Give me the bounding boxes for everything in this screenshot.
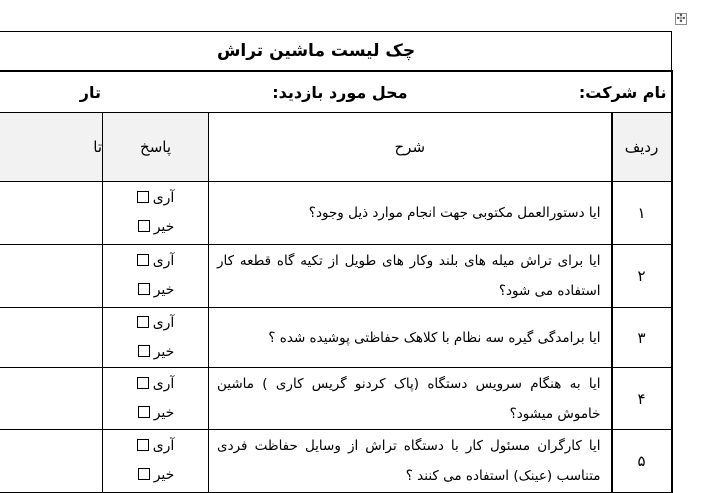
no-checkbox[interactable] [138, 468, 150, 480]
answer-cell [103, 368, 209, 430]
company-name-label: نام شرکت: [578, 82, 667, 102]
row-description: ایا دستورالعمل مکتوبی جهت انجام موارد ذیل وجود؟ [209, 182, 612, 245]
yes-checkbox[interactable] [137, 191, 149, 203]
date-cell[interactable] [0, 368, 103, 430]
no-option[interactable]: خیر [137, 213, 175, 242]
row-description: ایا برامدگی گیره سه نظام با کلاهک حفاظتی پوشیده شده ؟ [209, 308, 612, 368]
row-number: ۴ [612, 368, 672, 430]
no-checkbox[interactable] [138, 220, 150, 232]
table-row [0, 245, 672, 308]
no-option[interactable]: خیر [137, 338, 175, 367]
row-description: ایا کارگران مسئول کار با دستگاه تراش از وسایل حفاظت فردی متناسب (عینک) استفاده می کنند ؟ [209, 430, 612, 493]
no-option[interactable]: خیر [137, 399, 175, 428]
yes-checkbox[interactable] [137, 316, 149, 328]
table-row [0, 430, 672, 493]
yes-option[interactable]: آری [137, 309, 175, 338]
yes-checkbox[interactable] [137, 377, 149, 389]
header-description: شرح [209, 113, 612, 182]
no-checkbox[interactable] [138, 283, 150, 295]
yes-option[interactable]: آری [137, 432, 175, 461]
date-cell[interactable] [0, 245, 103, 308]
info-row [0, 71, 672, 113]
row-number: ۳ [612, 308, 672, 368]
answer-cell [103, 430, 209, 493]
no-option[interactable]: خیر [137, 461, 175, 490]
row-number: ۲ [612, 245, 672, 308]
yes-checkbox[interactable] [137, 439, 149, 451]
table-row [0, 182, 672, 245]
header-answer: پاسخ [103, 113, 209, 182]
checklist-table [0, 31, 673, 493]
no-checkbox[interactable] [138, 345, 150, 357]
yes-option[interactable]: آری [137, 370, 175, 399]
date-cell[interactable] [0, 182, 103, 245]
row-description: ایا به هنگام سرویس دستگاه (پاک کردنو گریس کاری ) ماشین خاموش میشود؟ [209, 368, 612, 430]
answer-cell [103, 245, 209, 308]
header-row-number: ردیف [612, 113, 672, 182]
checklist-title: چک لیست ماشین تراش [0, 32, 672, 72]
yes-option[interactable]: آری [137, 247, 175, 276]
answer-cell [103, 308, 209, 368]
no-option[interactable]: خیر [137, 276, 175, 305]
row-number: ۵ [612, 430, 672, 493]
date-label: تار [79, 82, 101, 102]
table-row [0, 308, 672, 368]
date-cell[interactable] [0, 430, 103, 493]
answer-cell [103, 182, 209, 245]
table-move-handle-icon[interactable]: ✣ [676, 12, 686, 25]
row-number: ۱ [612, 182, 672, 245]
visit-location-label: محل مورد بازدید: [272, 82, 408, 102]
no-checkbox[interactable] [138, 406, 150, 418]
yes-option[interactable]: آری [137, 184, 175, 213]
table-row [0, 368, 672, 430]
yes-checkbox[interactable] [137, 254, 149, 266]
date-cell[interactable] [0, 308, 103, 368]
header-date: تا [0, 113, 103, 182]
row-description: ایا برای تراش میله های بلند وکار های طویل از تکیه گاه قطعه کار استفاده می شود؟ [209, 245, 612, 308]
